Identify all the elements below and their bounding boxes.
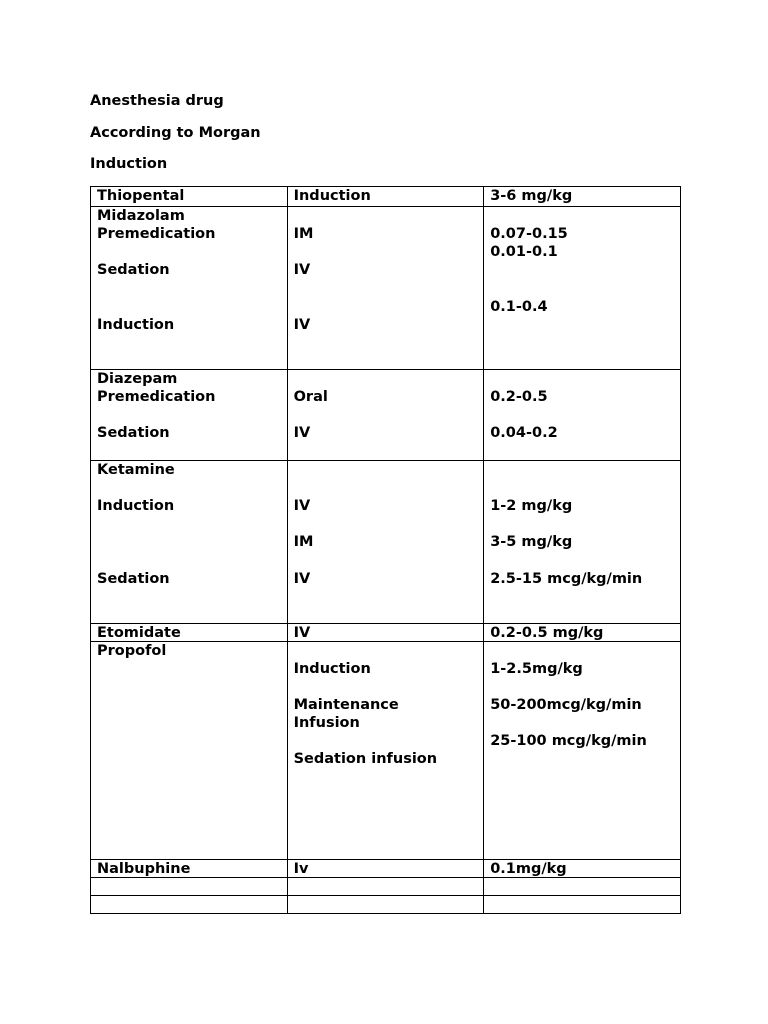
route-text: IV xyxy=(293,425,311,441)
route-text: IV xyxy=(293,498,311,514)
dose-text: 2.5-15 mcg/kg/min xyxy=(490,571,643,587)
dose-text: 0.07-0.15 xyxy=(490,226,568,242)
route-text: IM xyxy=(293,534,314,550)
route-text: IV xyxy=(293,262,311,278)
table-row-empty xyxy=(91,878,681,896)
table-row-midazolam xyxy=(91,207,681,370)
document-source: According to Morgan xyxy=(90,125,261,141)
dose-text: 0.2-0.5 mg/kg xyxy=(490,625,604,641)
indication-text: Sedation xyxy=(97,262,170,278)
route-text: Iv xyxy=(293,861,309,877)
dose-text: 0.01-0.1 xyxy=(490,244,558,260)
drug-name: Etomidate xyxy=(97,625,181,641)
empty-cell xyxy=(287,878,484,896)
section-heading: Induction xyxy=(90,156,168,172)
table-row-propofol xyxy=(91,642,681,860)
table-row-etomidate xyxy=(91,624,681,642)
route-text: IM xyxy=(293,226,314,242)
route-text: IV xyxy=(293,317,311,333)
drug-name: Propofol xyxy=(97,643,167,659)
indication-text: Induction xyxy=(97,317,175,333)
empty-cell xyxy=(287,896,484,914)
dose-text: 0.04-0.2 xyxy=(490,425,558,441)
route-text: Induction xyxy=(293,188,371,204)
empty-cell xyxy=(484,878,681,896)
dose-text: 1-2 mg/kg xyxy=(490,498,573,514)
drug-name: Ketamine xyxy=(97,462,175,478)
dose-text: 0.1-0.4 xyxy=(490,299,548,315)
empty-cell xyxy=(91,896,288,914)
table-row-ketamine xyxy=(91,461,681,624)
indication-text: Premedication xyxy=(97,389,216,405)
indication-text: Sedation xyxy=(97,571,170,587)
table-row-empty xyxy=(91,896,681,914)
drug-name: Nalbuphine xyxy=(97,861,191,877)
route-text: IV xyxy=(293,571,311,587)
drug-name: Thiopental xyxy=(97,188,185,204)
dose-text: 0.2-0.5 xyxy=(490,389,548,405)
indication-text: Induction xyxy=(97,498,175,514)
table-row-diazepam xyxy=(91,370,681,461)
anesthesia-drug-table xyxy=(90,186,681,914)
empty-cell xyxy=(484,896,681,914)
dose-text: 3-6 mg/kg xyxy=(490,188,573,204)
route-text: Oral xyxy=(293,389,328,405)
table-row-nalbuphine xyxy=(91,860,681,878)
dose-text: 3-5 mg/kg xyxy=(490,534,573,550)
indication-text: Maintenance xyxy=(293,697,399,713)
indication-text: Sedation xyxy=(97,425,170,441)
dose-text: 0.1mg/kg xyxy=(490,861,567,877)
table-row-thiopental xyxy=(91,187,681,207)
document-title: Anesthesia drug xyxy=(90,93,224,109)
indication-text: Premedication xyxy=(97,226,216,242)
empty-cell xyxy=(91,878,288,896)
dose-text: 25-100 mcg/kg/min xyxy=(490,733,647,749)
route-text: IV xyxy=(293,625,311,641)
indication-text: Infusion xyxy=(293,715,360,731)
indication-text: Induction xyxy=(293,661,371,677)
dose-text: 1-2.5mg/kg xyxy=(490,661,583,677)
drug-name: Diazepam xyxy=(97,371,178,387)
indication-text: Sedation infusion xyxy=(293,751,438,767)
drug-name: Midazolam xyxy=(97,208,185,224)
dose-text: 50-200mcg/kg/min xyxy=(490,697,642,713)
